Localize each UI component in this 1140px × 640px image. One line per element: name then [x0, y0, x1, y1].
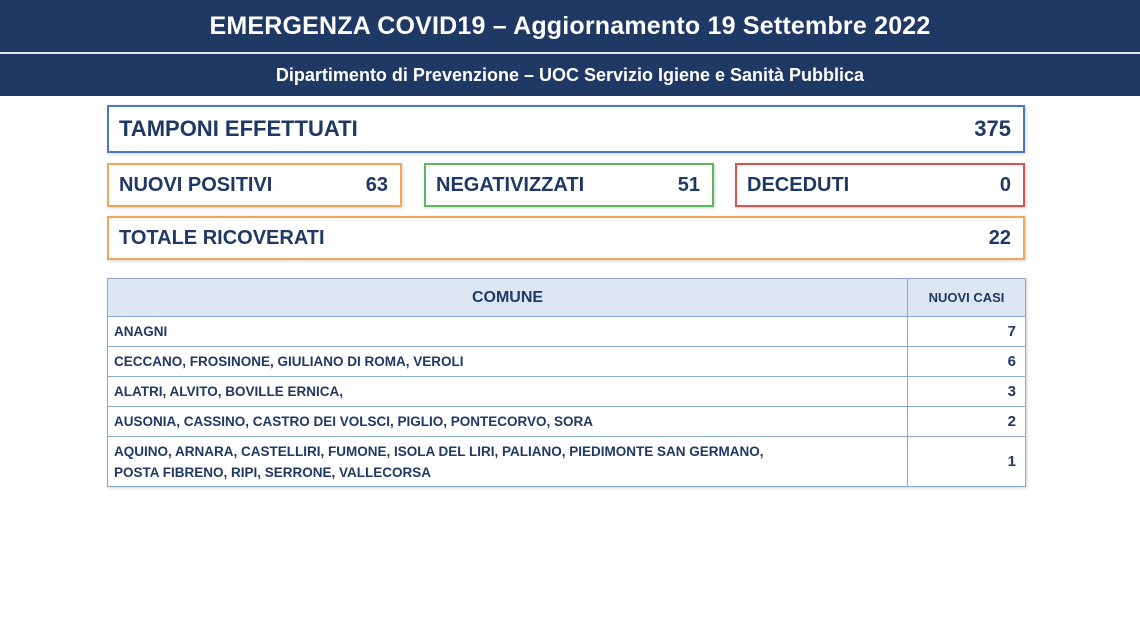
comune-cell: ANAGNI [108, 317, 908, 347]
positivi-label: NUOVI POSITIVI [119, 173, 273, 196]
table-row [108, 347, 1026, 377]
negativizzati-value: 51 [677, 173, 700, 196]
comuni-table [107, 278, 1026, 487]
ricoverati-value: 22 [988, 226, 1011, 249]
positivi-box [107, 163, 402, 207]
comune-cell: AUSONIA, CASSINO, CASTRO DEI VOLSCI, PIGLIO, PONTECORVO, SORA [108, 407, 908, 437]
casi-cell: 1 [908, 437, 1026, 487]
casi-cell: 3 [908, 377, 1026, 407]
deceduti-box [735, 163, 1025, 207]
table-row [108, 377, 1026, 407]
negativizzati-box [424, 163, 714, 207]
comune-cell: CECCANO, FROSINONE, GIULIANO DI ROMA, VEROLI [108, 347, 908, 377]
tamponi-label: TAMPONI EFFETTUATI [119, 116, 358, 141]
column-header-nuovi-casi: NUOVI CASI [908, 279, 1026, 317]
negativizzati-label: NEGATIVIZZATI [436, 173, 585, 196]
comune-cell: ALATRI, ALVITO, BOVILLE ERNICA, [108, 377, 908, 407]
casi-cell: 2 [908, 407, 1026, 437]
ricoverati-label: TOTALE RICOVERATI [119, 226, 325, 249]
casi-cell: 7 [908, 317, 1026, 347]
comune-line: POSTA FIBRENO, RIPI, SERRONE, VALLECORSA [114, 464, 432, 480]
table-row [108, 407, 1026, 437]
page-title: EMERGENZA COVID19 – Aggiornamento 19 Settembre 2022 [0, 0, 1140, 52]
table-header-row [108, 279, 1026, 317]
deceduti-label: DECEDUTI [747, 173, 850, 196]
tamponi-box [107, 105, 1025, 153]
deceduti-value: 0 [999, 173, 1011, 196]
tamponi-value: 375 [974, 116, 1011, 141]
column-header-comune: COMUNE [108, 279, 908, 317]
table-row [108, 317, 1026, 347]
page-subtitle: Dipartimento di Prevenzione – UOC Servizio Igiene e Sanità Pubblica [0, 54, 1140, 96]
ricoverati-box [107, 216, 1025, 260]
comune-cell [108, 437, 908, 487]
positivi-value: 63 [365, 173, 388, 196]
table-row [108, 437, 1026, 487]
comune-line: AQUINO, ARNARA, CASTELLIRI, FUMONE, ISOLA DEL LIRI, PALIANO, PIEDIMONTE SAN GERMANO, [114, 443, 764, 459]
casi-cell: 6 [908, 347, 1026, 377]
